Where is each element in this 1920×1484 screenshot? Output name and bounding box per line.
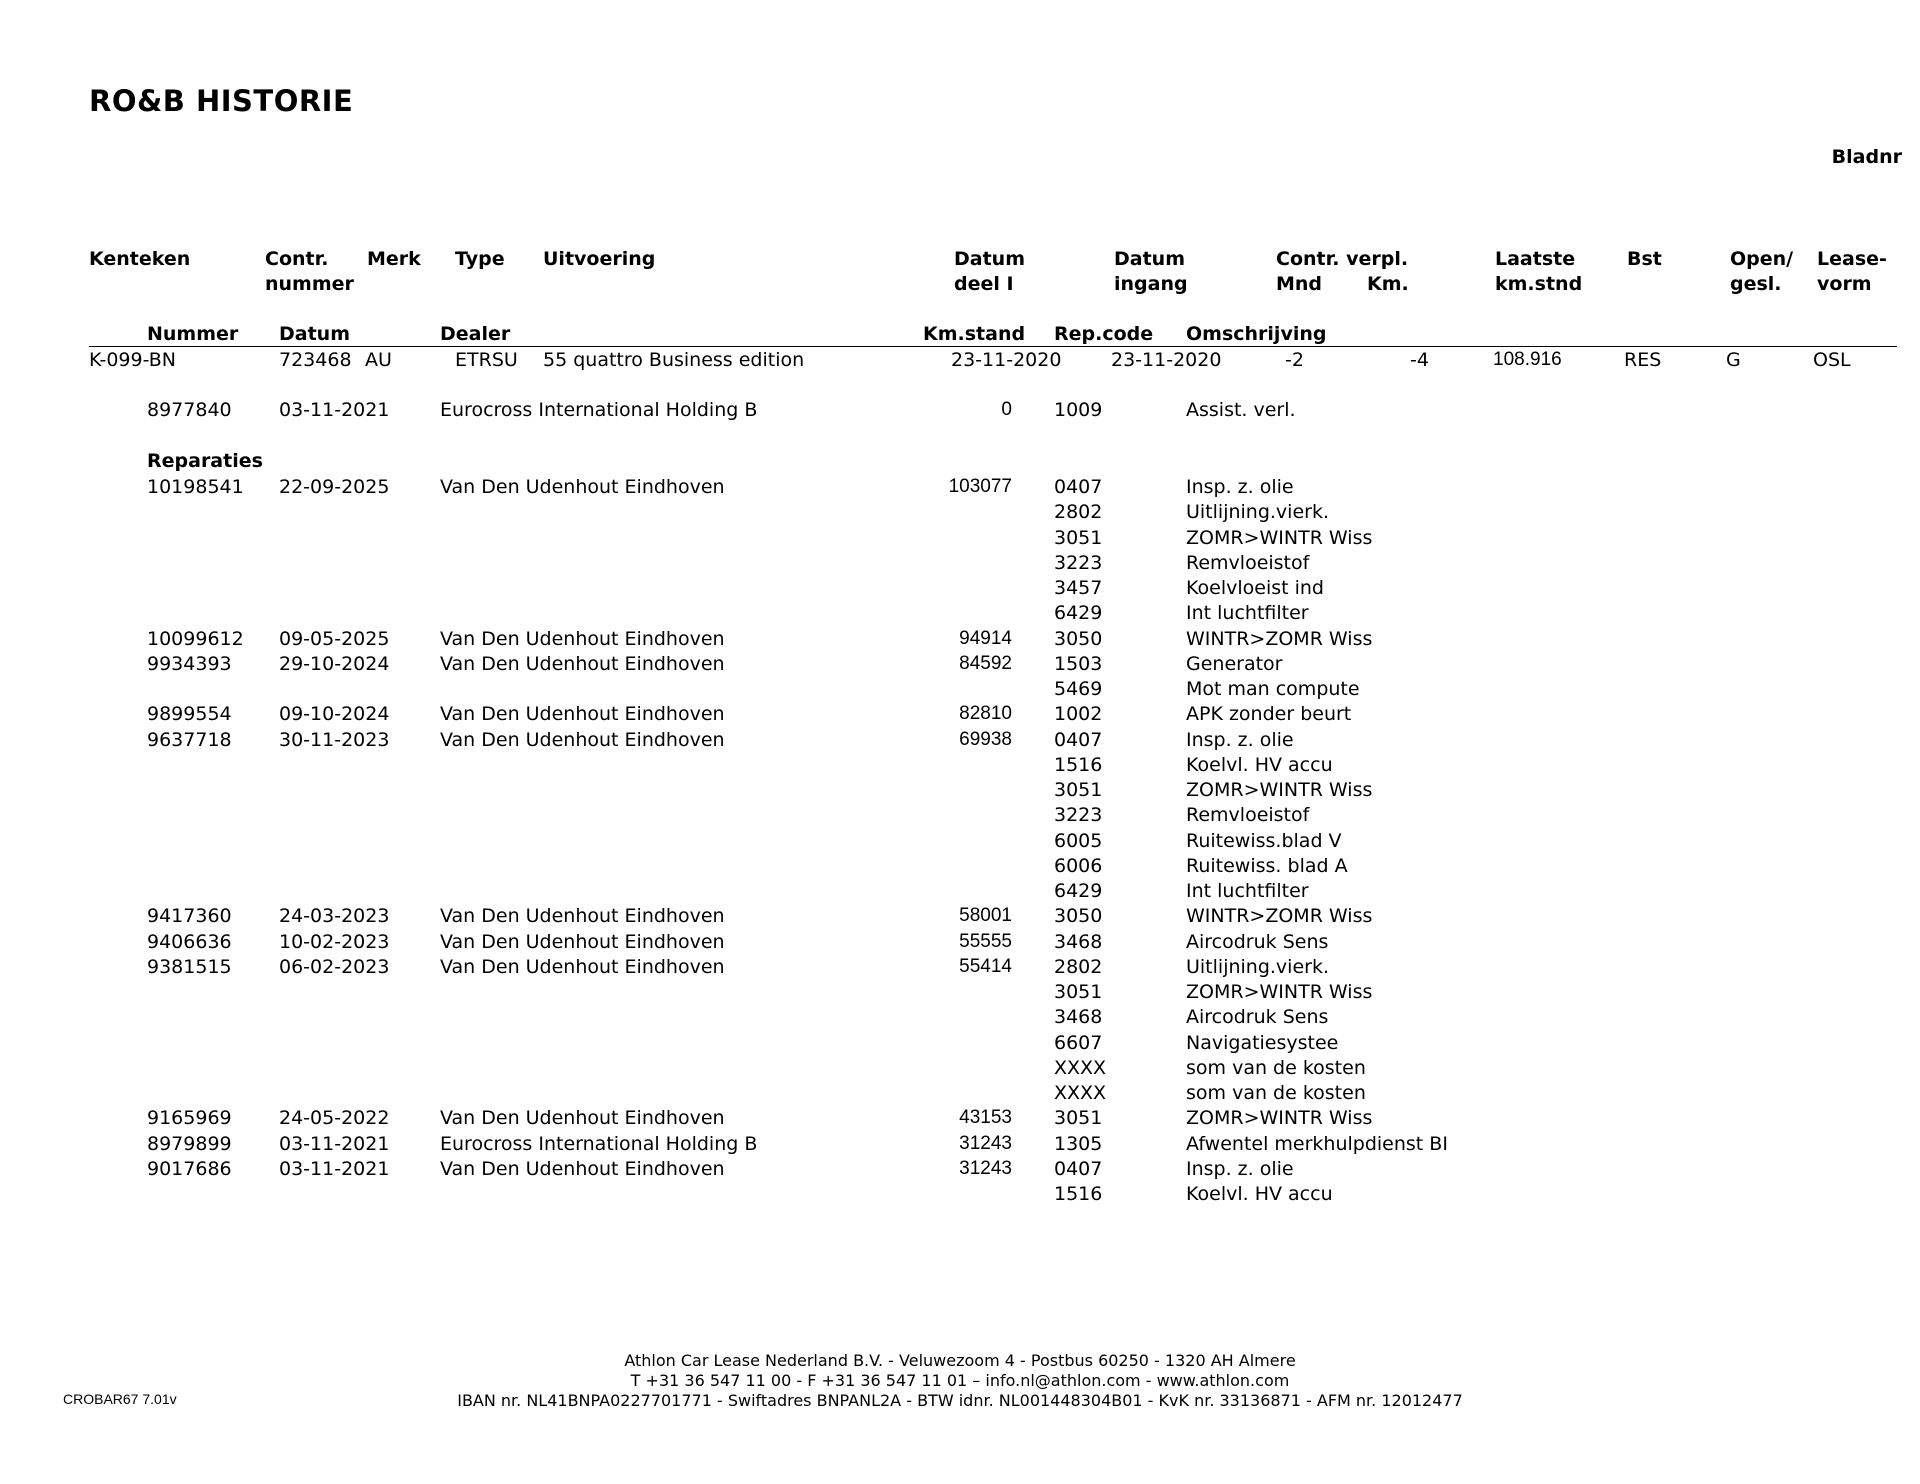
footer [0,1351,1920,1411]
repair-dealer: Van Den Udenhout Eindhoven [440,1157,725,1180]
repair-omschrijving: ZOMR>WINTR Wiss [1186,981,1373,1003]
repair-nummer: 8979899 [147,1132,232,1155]
repair-datum: 09-10-2024 [279,703,390,726]
repair-kmstand: 58001 [959,905,1012,927]
header-kmstnd: km.stnd [1495,273,1583,295]
repair-omschrijving: som van de kosten [1186,1056,1366,1079]
repair-kmstand: 43153 [959,1107,1012,1129]
repair-omschrijving: Mot man compute [1186,678,1360,700]
repair-nummer: 9406636 [147,930,232,953]
repair-kmstand: 31243 [959,1157,1012,1179]
subheader-repcode: Rep.code [1054,323,1154,345]
repair-repcode: 6607 [1054,1031,1103,1054]
repair-datum: 06-02-2023 [279,955,390,978]
header-datum-deel1: Datum [954,248,1025,270]
assist-omschrijving: Assist. verl. [1186,399,1296,421]
header-deel1: deel I [954,273,1014,295]
subheader-omschrijving: Omschrijving [1186,323,1327,345]
repair-repcode: 1516 [1054,1183,1103,1205]
repair-omschrijving: Koelvl. HV accu [1186,753,1333,776]
repair-kmstand: 31243 [959,1132,1012,1154]
repair-repcode: 6429 [1054,602,1103,625]
repair-omschrijving: Koelvl. HV accu [1186,1183,1333,1205]
form-code: CROBAR67 7.01v [63,1391,177,1407]
header-laatste: Laatste [1495,248,1576,270]
repair-repcode: 0407 [1054,1157,1103,1180]
repair-repcode: 2802 [1054,955,1103,978]
header-datum-ingang: Datum [1114,248,1185,270]
repair-omschrijving: APK zonder beurt [1186,703,1352,726]
repair-nummer: 9899554 [147,703,232,726]
repair-omschrijving: Aircodruk Sens [1186,930,1329,953]
repair-omschrijving: Generator [1186,652,1283,675]
repair-omschrijving: Ruitewiss.blad V [1186,829,1342,852]
header-lease: Lease- [1817,248,1887,270]
header-uitvoering: Uitvoering [543,248,656,270]
assist-nummer: 8977840 [147,399,232,421]
repair-repcode: 6005 [1054,829,1103,852]
header-contr-verpl: Contr. verpl. [1276,248,1409,270]
assist-datum: 03-11-2021 [279,399,390,421]
repair-repcode: 6006 [1054,854,1103,877]
repair-repcode: 6429 [1054,880,1103,902]
repair-repcode: 0407 [1054,728,1103,751]
vehicle-mnd: -2 [1285,349,1304,371]
header-ingang: ingang [1114,273,1188,295]
repair-dealer: Van Den Udenhout Eindhoven [440,930,725,953]
repair-repcode: 1516 [1054,753,1103,776]
repair-dealer: Eurocross International Holding B [440,1132,758,1155]
repair-omschrijving: Insp. z. olie [1186,728,1294,751]
repair-dealer: Van Den Udenhout Eindhoven [440,476,725,498]
repair-kmstand: 55414 [959,955,1012,977]
bladnr-label: Bladnr [1831,146,1902,168]
repair-repcode: 3468 [1054,930,1103,953]
repair-omschrijving: WINTR>ZOMR Wiss [1186,905,1373,928]
reparaties-label: Reparaties [147,450,263,472]
repair-nummer: 9934393 [147,652,232,675]
header-gesl: gesl. [1730,273,1782,295]
repair-omschrijving: Ruitewiss. blad A [1186,854,1348,877]
vehicle-laatste-km: 108.916 [1493,349,1562,370]
repair-nummer: 9637718 [147,728,232,751]
repair-kmstand: 84592 [959,652,1012,674]
repair-repcode: 3051 [1054,1107,1103,1130]
repair-nummer: 10198541 [147,476,244,498]
repair-repcode: 3050 [1054,627,1103,650]
repair-datum: 03-11-2021 [279,1157,390,1180]
repair-repcode: 3223 [1054,551,1103,574]
header-bst: Bst [1627,248,1662,270]
repair-nummer: 10099612 [147,627,244,650]
vehicle-type: ETRSU [455,349,518,371]
repair-datum: 24-05-2022 [279,1107,390,1130]
header-divider [89,346,1897,347]
header-km: Km. [1367,273,1409,295]
header-vorm: vorm [1817,273,1872,295]
repair-omschrijving: Afwentel merkhulpdienst BI [1186,1132,1448,1155]
vehicle-datum-deel1: 23-11-2020 [951,349,1062,371]
repair-omschrijving: Uitlijning.vierk. [1186,955,1330,978]
repair-dealer: Van Den Udenhout Eindhoven [440,728,725,751]
subheader-kmstand: Km.stand [923,323,1026,345]
vehicle-bst: RES [1624,349,1662,371]
repair-datum: 24-03-2023 [279,905,390,928]
repair-repcode: 3223 [1054,804,1103,827]
subheader-nummer: Nummer [147,323,239,345]
repair-omschrijving: ZOMR>WINTR Wiss [1186,779,1373,801]
vehicle-open-gesl: G [1726,349,1741,371]
repair-omschrijving: ZOMR>WINTR Wiss [1186,526,1373,549]
repair-datum: 10-02-2023 [279,930,390,953]
repair-omschrijving: Insp. z. olie [1186,476,1294,498]
repair-omschrijving: ZOMR>WINTR Wiss [1186,1107,1373,1130]
repair-omschrijving: WINTR>ZOMR Wiss [1186,627,1373,650]
repair-omschrijving: Int luchtfilter [1186,880,1309,902]
repair-kmstand: 94914 [959,627,1012,649]
repair-repcode: XXXX [1054,1082,1107,1104]
repair-omschrijving: Aircodruk Sens [1186,1006,1329,1029]
repair-kmstand: 103077 [948,476,1012,497]
repair-datum: 30-11-2023 [279,728,390,751]
repair-repcode: 3468 [1054,1006,1103,1029]
vehicle-leasevorm: OSL [1813,349,1851,371]
repair-repcode: 1002 [1054,703,1103,726]
assist-dealer: Eurocross International Holding B [440,399,758,421]
repair-repcode: 3051 [1054,779,1103,801]
repair-omschrijving: Int luchtfilter [1186,602,1309,625]
repair-omschrijving: Uitlijning.vierk. [1186,501,1330,524]
repair-nummer: 9165969 [147,1107,232,1130]
header-merk: Merk [367,248,421,270]
footer-line-3: IBAN nr. NL41BNPA0227701771 - Swiftadres BNPANL2A - BTW idnr. NL001448304B01 - KvK nr. 33136871 - AFM nr. 12012477 [457,1391,1463,1410]
repair-omschrijving: som van de kosten [1186,1082,1366,1104]
vehicle-kenteken: K-099-BN [89,349,177,371]
repair-dealer: Van Den Udenhout Eindhoven [440,627,725,650]
repair-dealer: Van Den Udenhout Eindhoven [440,1107,725,1130]
repair-nummer: 9381515 [147,955,232,978]
repair-datum: 22-09-2025 [279,476,390,498]
repair-repcode: 0407 [1054,476,1103,498]
repair-kmstand: 82810 [959,703,1012,725]
repair-omschrijving: Koelvloeist ind [1186,577,1324,599]
repair-repcode: 5469 [1054,678,1103,700]
repair-datum: 29-10-2024 [279,652,390,675]
repair-repcode: XXXX [1054,1056,1107,1079]
repair-omschrijving: Navigatiesystee [1186,1031,1339,1054]
repair-dealer: Van Den Udenhout Eindhoven [440,652,725,675]
repair-datum: 09-05-2025 [279,627,390,650]
header-mnd: Mnd [1276,273,1323,295]
subheader-datum: Datum [279,323,350,345]
header-open: Open/ [1730,248,1794,270]
repair-dealer: Van Den Udenhout Eindhoven [440,955,725,978]
vehicle-datum-ingang: 23-11-2020 [1111,349,1222,371]
repair-nummer: 9017686 [147,1157,232,1180]
subheader-dealer: Dealer [440,323,511,345]
assist-repcode: 1009 [1054,399,1103,421]
header-nummer: nummer [265,273,354,295]
footer-line-1: Athlon Car Lease Nederland B.V. - Veluwezoom 4 - Postbus 60250 - 1320 AH Almere [624,1351,1296,1370]
repair-kmstand: 69938 [959,728,1012,750]
repair-nummer: 9417360 [147,905,232,928]
vehicle-km: -4 [1410,349,1429,371]
repair-kmstand: 55555 [959,930,1012,952]
header-kenteken: Kenteken [89,248,191,270]
repair-dealer: Van Den Udenhout Eindhoven [440,905,725,928]
repair-omschrijving: Insp. z. olie [1186,1157,1294,1180]
repair-repcode: 3051 [1054,526,1103,549]
repair-datum: 03-11-2021 [279,1132,390,1155]
repair-omschrijving: Remvloeistof [1186,551,1310,574]
repair-repcode: 3050 [1054,905,1103,928]
repair-dealer: Van Den Udenhout Eindhoven [440,703,725,726]
header-contr: Contr. [265,248,329,270]
repair-repcode: 1503 [1054,652,1103,675]
footer-line-2: T +31 36 547 11 00 - F +31 36 547 11 01 – info.nl@athlon.com - www.athlon.com [630,1371,1290,1390]
assist-kmstand: 0 [1001,399,1012,420]
repair-omschrijving: Remvloeistof [1186,804,1310,827]
page-title: RO&B HISTORIE [89,84,354,118]
header-type: Type [455,248,505,270]
vehicle-merk: AU [365,349,392,371]
repair-repcode: 3051 [1054,981,1103,1003]
vehicle-uitvoering: 55 quattro Business edition [543,349,805,371]
repair-repcode: 2802 [1054,501,1103,524]
repair-repcode: 1305 [1054,1132,1103,1155]
vehicle-contract: 723468 [279,349,352,371]
repair-repcode: 3457 [1054,577,1103,599]
